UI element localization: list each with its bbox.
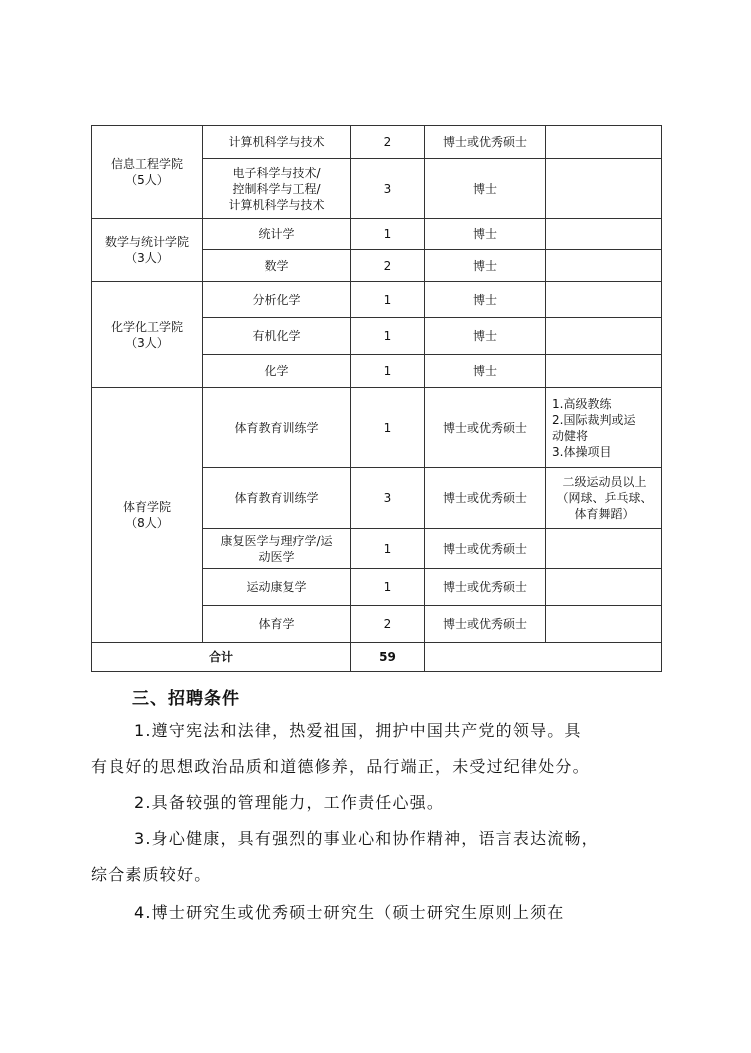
college-count: （3人）: [125, 335, 169, 350]
table-row: [92, 388, 662, 468]
requirement-paragraph-1: 1.遵守宪法和法律，热爱祖国，拥护中国共产党的领导。具 有良好的思想政治品质和道德修养，品行端正，未受过纪律处分。: [91, 721, 590, 776]
college-cell: [92, 282, 203, 388]
major-cell: 分析化学: [203, 282, 351, 318]
note-cell: [546, 569, 662, 606]
degree-cell: 博士或优秀硕士: [425, 468, 546, 529]
major-cell: 化学: [203, 355, 351, 388]
count-cell: 1: [351, 282, 425, 318]
note-cell: [546, 355, 662, 388]
total-label: 合计: [92, 643, 351, 672]
degree-cell: 博士: [425, 219, 546, 250]
note-cell: [546, 126, 662, 159]
note-cell: 二级运动员以上 （网球、乒乓球、 体育舞蹈）: [546, 468, 662, 529]
count-cell: 3: [351, 468, 425, 529]
total-value: 59: [351, 643, 425, 672]
major-cell: 体育教育训练学: [203, 388, 351, 468]
degree-cell: 博士或优秀硕士: [425, 606, 546, 643]
requirement-paragraph-4: 4.博士研究生或优秀硕士研究生（硕士研究生原则上须在: [134, 903, 565, 922]
total-empty-cell: [425, 643, 662, 672]
note-cell: 1.高级教练 2.国际裁判或运 动健将 3.体操项目: [546, 388, 662, 468]
major-cell: 体育学: [203, 606, 351, 643]
college-cell: [92, 388, 203, 643]
table-row: [92, 126, 662, 159]
degree-cell: 博士: [425, 250, 546, 282]
college-cell: [92, 219, 203, 282]
college-name: 化学化工学院: [110, 319, 183, 334]
major-cell: 数学: [203, 250, 351, 282]
degree-cell: 博士: [425, 159, 546, 219]
degree-cell: 博士或优秀硕士: [425, 126, 546, 159]
major-cell: 康复医学与理疗学/运 动医学: [203, 529, 351, 569]
count-cell: 1: [351, 219, 425, 250]
table-row: [92, 219, 662, 250]
major-cell: 运动康复学: [203, 569, 351, 606]
count-cell: 1: [351, 529, 425, 569]
count-cell: 2: [351, 126, 425, 159]
requirement-paragraph-2: 2.具备较强的管理能力，工作责任心强。: [134, 793, 445, 812]
requirement-paragraph-3: 3.身心健康，具有强烈的事业心和协作精神，语言表达流畅， 综合素质较好。: [91, 829, 599, 884]
degree-cell: 博士或优秀硕士: [425, 569, 546, 606]
major-cell: 电子科学与技术/ 控制科学与工程/ 计算机科学与技术: [203, 159, 351, 219]
count-cell: 1: [351, 318, 425, 355]
count-cell: 2: [351, 250, 425, 282]
count-cell: 2: [351, 606, 425, 643]
college-name: 数学与统计学院: [104, 235, 189, 249]
degree-cell: 博士: [425, 318, 546, 355]
note-cell: [546, 529, 662, 569]
college-count: （3人）: [125, 251, 169, 265]
degree-cell: 博士或优秀硕士: [425, 529, 546, 569]
college-count: （8人）: [125, 516, 169, 530]
section-heading: 三、招聘条件: [132, 689, 240, 709]
degree-cell: 博士: [425, 355, 546, 388]
major-cell: 有机化学: [203, 318, 351, 355]
table-row: [92, 282, 662, 318]
college-count: （5人）: [125, 173, 169, 187]
college-cell: [92, 126, 203, 219]
recruitment-table: [91, 125, 662, 672]
major-cell: 统计学: [203, 219, 351, 250]
note-cell: [546, 318, 662, 355]
note-cell: [546, 606, 662, 643]
note-cell: [546, 282, 662, 318]
college-name: 信息工程学院: [110, 157, 183, 171]
count-cell: 1: [351, 355, 425, 388]
count-cell: 3: [351, 159, 425, 219]
count-cell: 1: [351, 569, 425, 606]
major-cell: 体育教育训练学: [203, 468, 351, 529]
degree-cell: 博士: [425, 282, 546, 318]
major-cell: 计算机科学与技术: [203, 126, 351, 159]
note-cell: [546, 219, 662, 250]
note-cell: [546, 250, 662, 282]
total-row: [92, 643, 662, 672]
college-name: 体育学院: [122, 500, 171, 514]
count-cell: 1: [351, 388, 425, 468]
note-cell: [546, 159, 662, 219]
degree-cell: 博士或优秀硕士: [425, 388, 546, 468]
